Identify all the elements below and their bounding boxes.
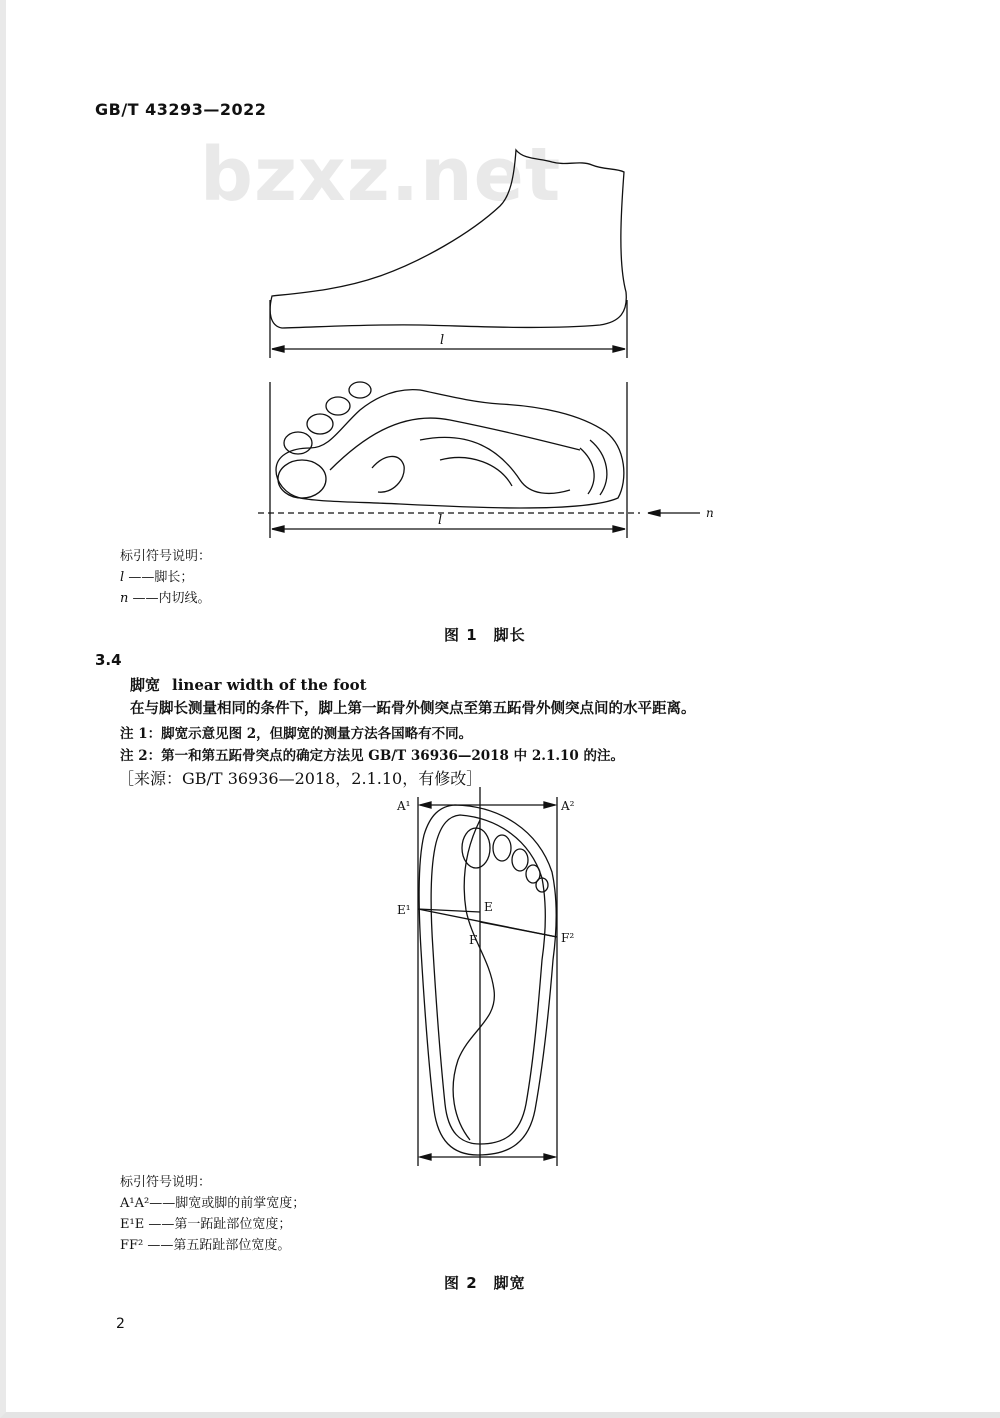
- foot-outline-outer: [419, 805, 556, 1155]
- label-a1: A¹: [397, 799, 411, 813]
- legend-row: [120, 1214, 305, 1235]
- note-1: 注 1：脚宽示意见图 2，但脚宽的测量方法各国略有不同。: [120, 726, 473, 742]
- label-e: E: [484, 900, 493, 914]
- legend-title: 标引符号说明：: [120, 1175, 212, 1190]
- legend-symbol: FF²: [120, 1238, 144, 1253]
- legend-desc: ——内切线。: [132, 591, 211, 606]
- toe-big: [462, 828, 490, 868]
- toe-second: [493, 835, 511, 861]
- figure-2-legend: [120, 1172, 305, 1256]
- dim-label-l-1: l: [440, 333, 445, 348]
- legend-symbol: E¹E: [120, 1217, 145, 1232]
- source-reference: ［来源：GB/T 36936—2018，2.1.10，有修改］: [118, 769, 483, 788]
- clause-number: 3.4: [95, 651, 122, 669]
- dim-arrow-a1: [420, 802, 431, 808]
- dim-label-l-2: l: [438, 513, 443, 528]
- label-f: F: [469, 933, 478, 947]
- legend-row: [120, 1193, 305, 1214]
- legend-desc: ——脚长；: [128, 570, 194, 585]
- foot-outline-inner: [431, 815, 545, 1144]
- standard-number-header: GB/T 43293—2022: [95, 100, 267, 119]
- legend-symbol: n: [120, 591, 129, 606]
- legend-row: [120, 1235, 305, 1256]
- label-a2: A²: [561, 799, 575, 813]
- legend-desc: ——脚宽或脚的前掌宽度；: [149, 1196, 306, 1211]
- term-definition: 在与脚长测量相同的条件下，脚上第一跖骨外侧突点至第五跖骨外侧突点间的水平距离。: [130, 700, 696, 717]
- term-zh: 脚宽: [130, 676, 161, 694]
- label-n: n: [706, 506, 714, 520]
- legend-title: 标引符号说明：: [120, 549, 212, 564]
- figure-1-caption: 图 1 脚长: [444, 626, 526, 644]
- label-e1: E¹: [397, 903, 411, 917]
- term-en: linear width of the foot: [172, 676, 367, 694]
- dim-arrow-bottom-right: [544, 1154, 555, 1160]
- legend-desc: ——第一跖趾部位宽度；: [148, 1217, 292, 1232]
- page-number: 2: [116, 1316, 125, 1332]
- toe-third: [512, 849, 528, 871]
- legend-symbol: l: [120, 570, 125, 585]
- dim-arrow-a2: [544, 802, 555, 808]
- legend-symbol: A¹A²: [120, 1196, 150, 1211]
- figure-2-caption: 图 2 脚宽: [444, 1274, 526, 1292]
- label-f2: F²: [561, 931, 575, 945]
- note-2: 注 2：第一和第五跖骨突点的确定方法见 GB/T 36936—2018 中 2.1.10 的注。: [120, 748, 625, 764]
- watermark: bzxz.net: [200, 132, 562, 218]
- dim-arrow-bottom-left: [420, 1154, 431, 1160]
- legend-desc: ——第五跖趾部位宽度。: [147, 1238, 291, 1253]
